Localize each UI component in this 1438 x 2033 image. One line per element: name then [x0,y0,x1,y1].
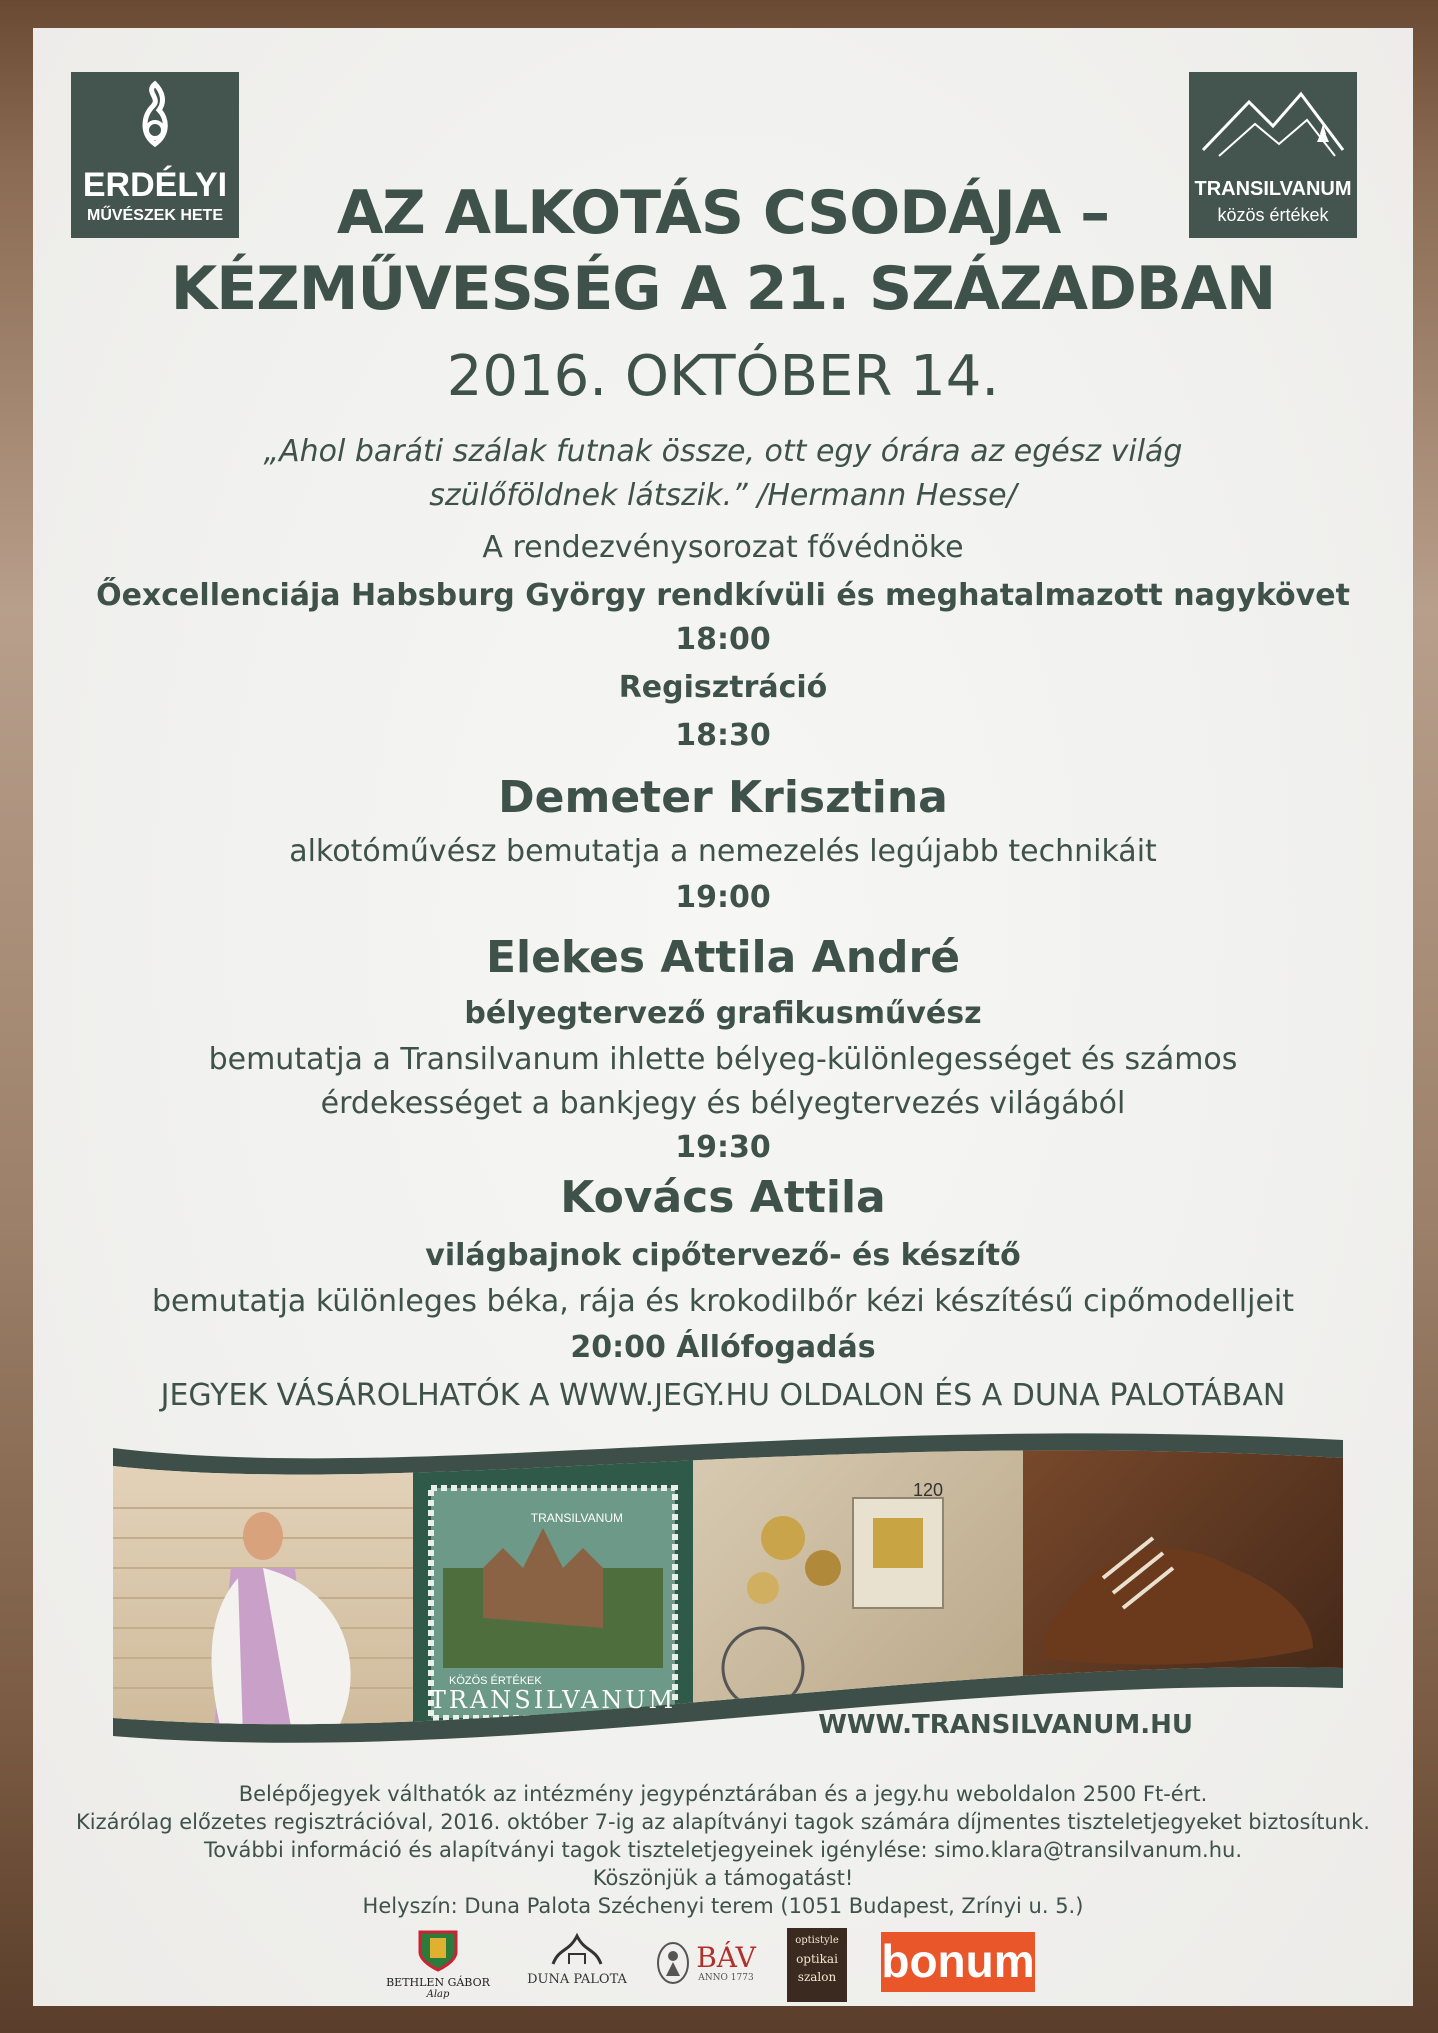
title-line2: KÉZMŰVESSÉG A 21. SZÁZADBAN [170,254,1276,324]
stamp-sub-text: KÖZÖS ÉRTÉKEK [449,1675,542,1687]
bethlen-line2: Alap [426,1989,450,2000]
quote-line2: szülőföldnek látszik.” /Hermann Hesse/ [429,478,1017,513]
footer-line1: Belépőjegyek válthatók az intézmény jegypénztárában és a jegy.hu weboldalon 2500 Ft-ért. [238,1782,1208,1806]
stamp-top-text: TRANSILVANUM [530,1511,623,1525]
logo-right-line1: TRANSILVANUM [1194,178,1352,200]
speaker2-name: Elekes Attila André [485,932,961,983]
bav-figure-icon [656,1940,690,1986]
reception: 20:00 Állófogadás [570,1330,876,1365]
time-1830: 18:30 [675,718,771,753]
footer-line2: Kizárólag előzetes regisztrációval, 2016. október 7-ig az alapítványi tagok számára díjmentes tiszteletjegyeket biztosítunk. [75,1810,1370,1834]
optistyle-line2: optikai [796,1952,838,1966]
quote-line1: „Ahol baráti szálak futnak össze, ott egy órára az egész világ [263,434,1183,469]
speaker1-name: Demeter Krisztina [498,772,948,823]
time-1800: 18:00 [675,622,771,657]
speaker2-desc1: bemutatja a Transilvanum ihlette bélyeg-különlegességet és számos [208,1042,1238,1077]
footer-line4: Köszönjük a támogatást! [592,1866,854,1890]
patron-label: A rendezvénysorozat fővédnöke [482,530,964,565]
bav-sub: ANNO 1773 [698,1973,754,1983]
patron-name: Őexcellenciája Habsburg György rendkívüli és meghatalmazott nagykövet [96,578,1350,613]
speaker1-desc: alkotóművész bemutatja a nemezelés legújabb technikáit [289,834,1157,869]
event-date: 2016. OKTÓBER 14. [446,344,1000,409]
speaker3-name: Kovács Attila [560,1172,886,1223]
speaker2-role: bélyegtervező grafikusművész [464,996,982,1031]
mountains-icon [1189,72,1357,172]
duna-palota-text: DUNA PALOTA [527,1972,627,1987]
speaker2-desc2: érdekességet a bankjegy és bélyegtervezés világából [320,1086,1126,1121]
palace-icon [547,1928,607,1968]
speaker3-desc: bemutatja különleges béka, rája és krokodilbőr kézi készítésű cipőmodelljeit [151,1284,1295,1319]
optistyle-line1: optistyle [795,1935,839,1946]
time-1930: 19:30 [675,1130,771,1165]
title-line1: AZ ALKOTÁS CSODÁJA – [336,178,1110,248]
poster [33,28,1413,2006]
speaker3-role: világbajnok cipőtervező- és készítő [425,1238,1021,1273]
stamp-price: 120 [913,1480,944,1500]
stamp-bottom-text: TRANSILVANUM [429,1686,677,1714]
banner-graphic [113,1418,1343,1758]
bav-name: BÁV [696,1941,756,1974]
bonum-logo: bonum [881,1932,1035,1992]
website-url[interactable]: WWW.TRANSILVANUM.HU [818,1710,1193,1740]
shield-icon [416,1928,460,1972]
logo-right-line2: közös értékek [1217,205,1329,225]
logo-left-line2: MŰVÉSZEK HETE [86,207,223,224]
footer-line3: További információ és alapítványi tagok tiszteletjegyeinek igénylése: simo.klara@transilvanum.hu. [203,1838,1243,1862]
tickets-notice: JEGYEK VÁSÁROLHATÓK A WWW.JEGY.HU OLDALON ÉS A DUNA PALOTÁBAN [160,1378,1286,1413]
bethlen-line1: BETHLEN GÁBOR [386,1976,490,1989]
time-1900: 19:00 [675,880,771,915]
logo-left-line1: ERDÉLYI [82,166,228,204]
bethlen-gabor-logo [383,1928,493,1998]
footer-line5: Helyszín: Duna Palota Széchenyi terem (1051 Budapest, Zrínyi u. 5.) [362,1894,1084,1918]
photo-banner [113,1418,1343,1758]
optistyle-logo [787,1928,847,2002]
flame-icon [71,72,239,162]
registration: Regisztráció [618,670,828,705]
duna-palota-logo [517,1928,637,1998]
bav-logo [646,1928,766,1998]
optistyle-line3: szalon [797,1970,837,1984]
